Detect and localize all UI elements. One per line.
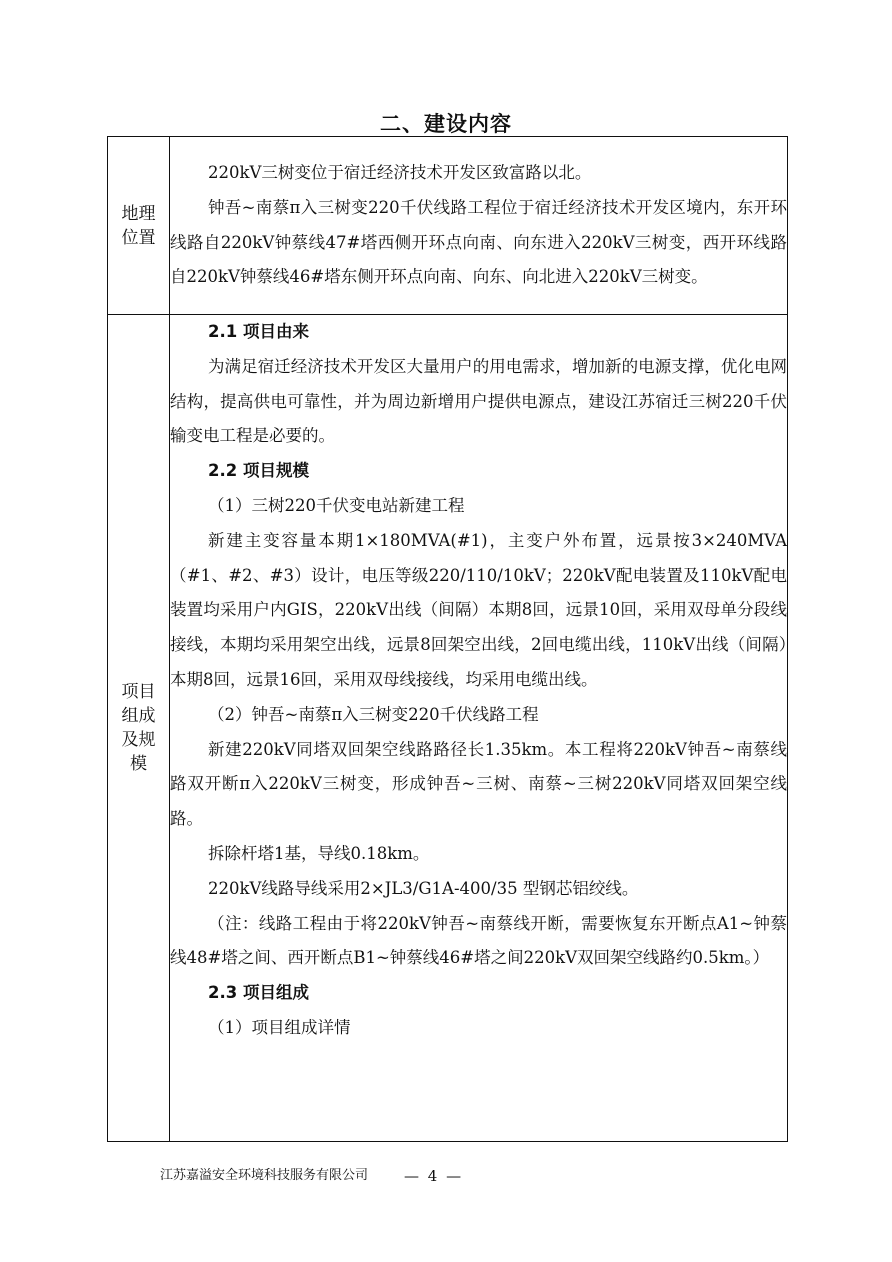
label-line: 地理 xyxy=(121,203,156,224)
paragraph-note: （注：线路工程由于将220kV钟吾~南蔡线开断，需要恢复东开断点A1~钟蔡线48#塔之间、西开断点B1~钟蔡线46#塔之间220kV双回架空线路约0.5km。） xyxy=(170,913,787,968)
row-label-location xyxy=(108,137,170,315)
paragraph: 新建主变容量本期1×180MVA(#1)，主变户外布置，远景按3×240MVA（#1、#2、#3）设计，电压等级220/110/10kV；220kV配电装置及110kV配电装置均采用户内GIS，220kV出线（间隔）本期8回，远景10回，采用双母单分段线接线，本期均采用架空出线，远景8回架空出线，2回电缆出线，110kV出线（间隔）本期8回，远景16回，采用双母线接线，均采用电缆出线。 xyxy=(170,530,787,689)
paragraph: 钟吾~南蔡π入三树变220千伏线路工程位于宿迁经济技术开发区境内，东开环线路自220kV钟蔡线47#塔西侧开环点向南、向东进入220kV三树变，西开环线路自220kV钟蔡线46#塔东侧开环点向南、向东、向北进入220kV三树变。 xyxy=(170,197,787,287)
heading-2-3: 2.3 项目组成 xyxy=(208,983,309,1003)
subheading: （1）项目组成详情 xyxy=(208,1017,351,1037)
heading-2-2: 2.2 项目规模 xyxy=(208,461,309,481)
page-number: — 4 — xyxy=(404,1167,464,1185)
row-label-composition xyxy=(108,315,170,1142)
subheading: （1）三树220千伏变电站新建工程 xyxy=(208,495,465,515)
paragraph: 拆除杆塔1基，导线0.18km。 xyxy=(208,843,430,863)
paragraph: 新建220kV同塔双回架空线路路径长1.35km。本工程将220kV钟吾~南蔡线路双开断π入220kV三树变，形成钟吾~三树、南蔡~三树220kV同塔双回架空线路。 xyxy=(170,739,787,829)
paragraph: 为满足宿迁经济技术开发区大量用户的用电需求，增加新的电源支撑，优化电网结构，提高供电可靠性，并为周边新增用户提供电源点，建设江苏宿迁三树220千伏输变电工程是必要的。 xyxy=(170,356,787,446)
row-content-location xyxy=(170,137,788,315)
paragraph: 220kV三树变位于宿迁经济技术开发区致富路以北。 xyxy=(208,162,592,182)
label-line: 模 xyxy=(130,754,147,774)
subheading: （2）钟吾~南蔡π入三树变220千伏线路工程 xyxy=(208,704,539,724)
table-row-composition xyxy=(108,315,788,1142)
label-line: 位置 xyxy=(121,227,156,248)
heading-2-1: 2.1 项目由来 xyxy=(208,322,309,341)
label-line: 项目 xyxy=(121,682,156,702)
row-content-composition xyxy=(170,315,788,1142)
footer-company: 江苏嘉溢安全环境科技服务有限公司 xyxy=(160,1168,369,1183)
section-title: 二、建设内容 xyxy=(380,112,512,136)
paragraph: 220kV线路导线采用2×JL3/G1A-400/35 型钢芯铝绞线。 xyxy=(208,878,639,898)
content-table xyxy=(107,136,788,1142)
label-line: 组成 xyxy=(121,706,156,726)
label-line: 及规 xyxy=(121,730,156,750)
table-row-location xyxy=(108,137,788,315)
